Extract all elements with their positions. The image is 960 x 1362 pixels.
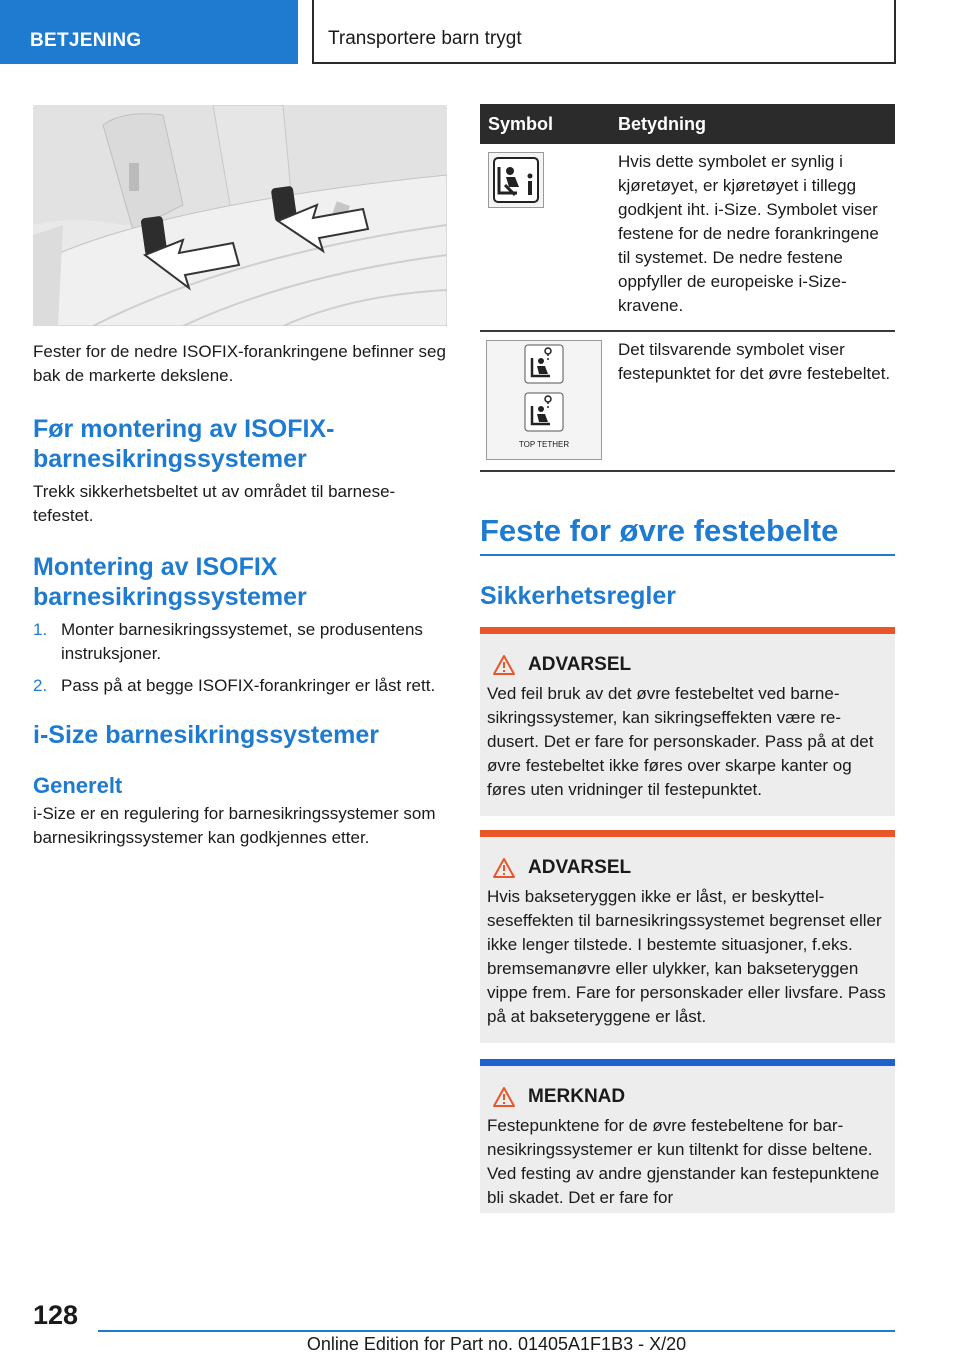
- symbol-cell: [480, 331, 608, 471]
- chapter-title: Transportere barn trygt: [328, 28, 522, 49]
- warning-box: [480, 830, 895, 1043]
- list-item: [33, 618, 447, 666]
- warning-title: [487, 654, 887, 676]
- footer-edition: Online Edition for Part no. 01405A1F1B3 - X/20: [306, 1334, 687, 1354]
- step-text: Monter barnesikringssystemet, se produsentens instruksjoner.: [61, 620, 423, 663]
- meaning-cell: Hvis dette symbolet er synlig i kjøretøyet, er kjøretøyet i tillegg godkjent iht. i-Size. Symbolet viser festene for de nedre forankringene til systemet. De nedre festene oppfyller de europeiske i-Size-kravene.: [608, 144, 895, 331]
- warning-label: ADVARSEL: [528, 857, 632, 878]
- heading-safety-rules: Sikkerhetsregler: [480, 582, 676, 610]
- note-label: MERKNAD: [528, 1086, 626, 1107]
- page-number: 128: [33, 1300, 79, 1330]
- heading-before-mounting: Før montering av ISOFIX-barnesikringssystemer: [33, 415, 335, 473]
- warning-triangle-icon: [492, 857, 516, 879]
- warning-triangle-icon: [492, 654, 516, 676]
- warning-label: ADVARSEL: [528, 654, 632, 675]
- rear-seat-isofix-photo: [33, 105, 447, 326]
- mounting-steps: [33, 618, 447, 698]
- warning-title: [487, 857, 887, 879]
- photo-caption: Fester for de nedre ISOFIX-forankringene befinner seg bak de markerte dekslene.: [33, 342, 446, 385]
- warning-box: [480, 627, 895, 816]
- footer-divider: [98, 1330, 895, 1332]
- note-title: [487, 1086, 887, 1108]
- before-mounting-text: Trekk sikkerhetsbeltet ut av området til barnesetefestet.: [33, 482, 396, 525]
- list-item: [33, 674, 447, 698]
- isize-child-seat-icon: [488, 152, 544, 208]
- heading-mounting: Montering av ISOFIX barnesikringssystemer: [33, 553, 307, 611]
- column-header-meaning: Betydning: [608, 104, 895, 144]
- symbol-cell: [480, 144, 608, 331]
- heading-top-tether: Feste for øvre festebelte: [480, 512, 895, 556]
- step-text: Pass på at begge ISOFIX-forankringer er låst rett.: [61, 676, 436, 695]
- right-column: [480, 104, 895, 1213]
- step-number: 2.: [33, 676, 48, 695]
- column-header-symbol: Symbol: [480, 104, 608, 144]
- table-header-row: [480, 104, 895, 144]
- section-title: BETJENING: [30, 30, 142, 51]
- table-row: [480, 144, 895, 331]
- heading-general: Generelt: [33, 773, 123, 798]
- left-column: [33, 105, 447, 850]
- top-tether-icon: [486, 340, 602, 460]
- heading-isize: i-Size barnesikringssystemer: [33, 721, 379, 749]
- symbol-table: [480, 104, 895, 472]
- step-number: 1.: [33, 620, 48, 639]
- top-tether-icon-label: TOP TETHER: [518, 439, 570, 449]
- section-tab: [0, 0, 298, 64]
- general-text: i-Size er en regulering for barnesikringssystemer som barnesikringssystemer kan godkjennes etter.: [33, 804, 436, 847]
- note-text: Festepunktene for de øvre festebeltene for barnesikringssystemer er kun tiltenkt for disse beltene. Ved festing av andre gjenstander kan festepunktene bli skadet. Det er fare for: [487, 1116, 880, 1207]
- table-row: [480, 331, 895, 471]
- warning-text: Ved feil bruk av det øvre festebeltet ved barnesikringssystemer, kan sikringseffekten være redusert. Det er fare for personskader. Pass på at det øvre festebeltet ikke føres over skarpe kanter og føres uten vridninger til festepunktet.: [487, 684, 874, 799]
- notice-triangle-icon: [492, 1086, 516, 1108]
- meaning-cell: Det tilsvarende symbolet viser festepunktet for det øvre festebeltet.: [608, 331, 895, 471]
- warning-text: Hvis bakseteryggen ikke er låst, er beskyttelseseffekten til barnesikringssystemet begrenset eller ikke lenger tilstede. I bestemte situasjoner, f.eks. bremsemanøvre eller ulykker, kan bakseteryggen vippe frem. Fare for personskader eller livsfare. Pass på at bakseteryggene er låst.: [487, 887, 886, 1026]
- note-box: [480, 1059, 895, 1213]
- chapter-header: [312, 0, 896, 64]
